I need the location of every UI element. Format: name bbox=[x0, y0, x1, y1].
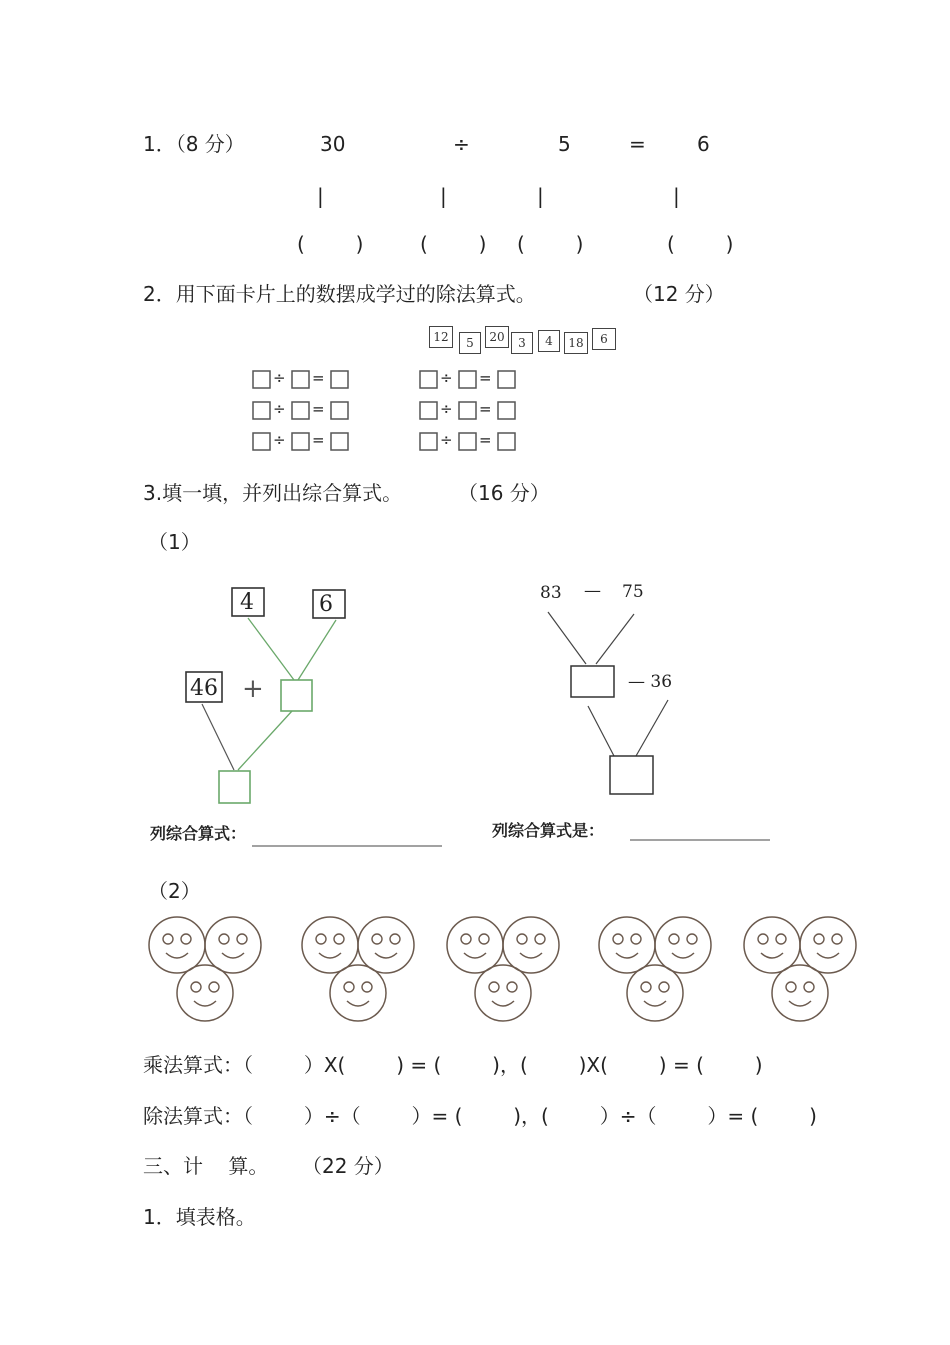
q2-eq-sign: = bbox=[312, 400, 325, 418]
q2-equation[interactable] bbox=[252, 431, 362, 453]
q2-equation[interactable] bbox=[419, 431, 529, 453]
left-tree-diagram bbox=[180, 580, 460, 860]
q1-blank-2[interactable]: ( ) bbox=[420, 232, 487, 256]
right-bottom-answer-box bbox=[610, 756, 653, 794]
number-card: 4 bbox=[538, 330, 560, 352]
q1-bar-4: | bbox=[673, 184, 680, 208]
smiley-groups bbox=[140, 910, 870, 1030]
q1-div-op: ÷ bbox=[453, 132, 470, 156]
q2-equation-boxes bbox=[252, 431, 362, 453]
q1-blank-4[interactable]: ( ) bbox=[667, 232, 734, 256]
division-line[interactable]: 除法算式：（ ）÷（ ）= ( )，( ）÷（ ）= ( ) bbox=[143, 1104, 817, 1128]
q1-bar-2: | bbox=[440, 184, 447, 208]
q2-div-sign: ÷ bbox=[440, 369, 453, 387]
q3-label: 3.填一填，并列出综合算式。 bbox=[143, 481, 403, 505]
left-plus-sign: + bbox=[242, 674, 264, 704]
right-top-a: 83 bbox=[540, 583, 562, 603]
q3-part2-label: （2） bbox=[148, 879, 201, 903]
smiley-group bbox=[744, 917, 856, 1021]
q2-div-sign: ÷ bbox=[273, 369, 286, 387]
q2-equation-boxes bbox=[419, 369, 529, 391]
left-bottom-answer-box bbox=[219, 771, 250, 803]
q3-part1-label: （1） bbox=[148, 530, 201, 554]
q2-eq-sign: = bbox=[479, 431, 492, 449]
q2-div-sign: ÷ bbox=[440, 400, 453, 418]
q2-equation-boxes bbox=[419, 431, 529, 453]
section3-score: （22 分） bbox=[302, 1154, 394, 1178]
right-caption: 列综合算式是： bbox=[492, 821, 605, 840]
right-middle-answer-box bbox=[571, 666, 614, 697]
q2-div-sign: ÷ bbox=[273, 431, 286, 449]
right-top-b: 75 bbox=[622, 582, 644, 602]
section3-item1: 1．填表格。 bbox=[143, 1205, 256, 1229]
q1-bar-3: | bbox=[537, 184, 544, 208]
number-card: 6 bbox=[592, 328, 616, 350]
q2-eq-sign: = bbox=[312, 369, 325, 387]
q1-blank-3[interactable]: ( ) bbox=[517, 232, 584, 256]
q2-equation[interactable] bbox=[419, 369, 529, 391]
q2-div-sign: ÷ bbox=[273, 400, 286, 418]
right-tree-diagram bbox=[540, 600, 780, 850]
left-top-a: 4 bbox=[240, 590, 254, 615]
section3-title: 三、计 算。 bbox=[143, 1154, 269, 1178]
number-card: 5 bbox=[459, 332, 481, 354]
left-caption: 列综合算式： bbox=[150, 824, 247, 843]
number-card: 18 bbox=[564, 332, 588, 354]
right-top-op: — bbox=[584, 581, 601, 601]
q2-eq-sign: = bbox=[479, 400, 492, 418]
q1-result: 6 bbox=[697, 132, 710, 156]
q1-eq: = bbox=[629, 132, 646, 156]
q1-num-b: 5 bbox=[558, 132, 571, 156]
left-middle-answer-box bbox=[281, 680, 312, 711]
left-number-46: 46 bbox=[190, 676, 218, 701]
number-card: 12 bbox=[429, 326, 453, 348]
smiley-group bbox=[599, 917, 711, 1021]
q2-equation-boxes bbox=[252, 369, 362, 391]
left-top-b: 6 bbox=[319, 592, 333, 617]
q1-num-a: 30 bbox=[320, 132, 346, 156]
multiplication-line[interactable]: 乘法算式：（ ）X( ) = ( )，( )X( ) = ( ) bbox=[143, 1053, 763, 1077]
number-card: 20 bbox=[485, 326, 509, 348]
q2-label: 2．用下面卡片上的数摆成学过的除法算式。 bbox=[143, 282, 536, 306]
smiley-group bbox=[302, 917, 414, 1021]
q2-eq-sign: = bbox=[312, 431, 325, 449]
q2-equation[interactable] bbox=[419, 400, 529, 422]
smiley-group bbox=[149, 917, 261, 1021]
q1-blank-1[interactable]: ( ) bbox=[297, 232, 364, 256]
q3-score: （16 分） bbox=[458, 481, 550, 505]
q2-eq-sign: = bbox=[479, 369, 492, 387]
q1-label: 1．（8 分） bbox=[143, 132, 245, 156]
q2-equation-boxes bbox=[419, 400, 529, 422]
q2-equation-boxes bbox=[252, 400, 362, 422]
q2-equation[interactable] bbox=[252, 400, 362, 422]
right-side-minus-36: — 36 bbox=[628, 672, 673, 692]
q1-bar-1: | bbox=[317, 184, 324, 208]
q2-div-sign: ÷ bbox=[440, 431, 453, 449]
smiley-group bbox=[447, 917, 559, 1021]
q2-score: （12 分） bbox=[633, 282, 725, 306]
q2-equation[interactable] bbox=[252, 369, 362, 391]
number-card: 3 bbox=[511, 332, 533, 354]
